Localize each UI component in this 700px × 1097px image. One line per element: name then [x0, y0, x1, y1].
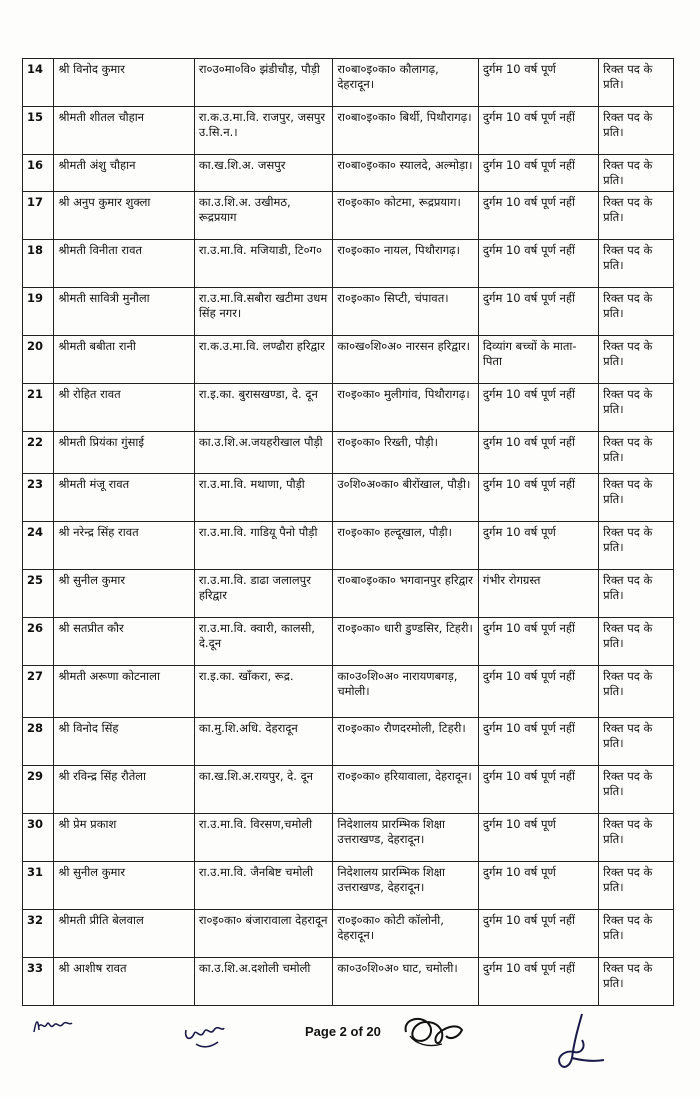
vacancy-basis: रिक्त पद के प्रति। — [599, 432, 674, 474]
vacancy-basis: रिक्त पद के प्रति। — [599, 192, 674, 240]
signature-initials-left — [30, 1012, 76, 1038]
current-posting: रा.उ.मा.वि. विरसण,चमोली — [194, 814, 332, 862]
transfer-reason: दुर्गम 10 वर्ष पूर्ण — [478, 862, 598, 910]
employee-name: श्री नरेन्द्र सिंह रावत — [54, 522, 195, 570]
transfer-reason: दुर्गम 10 वर्ष पूर्ण नहीं — [478, 192, 598, 240]
vacancy-basis: रिक्त पद के प्रति। — [599, 155, 674, 192]
row-serial: 17 — [23, 192, 54, 240]
transfer-reason: दुर्गम 10 वर्ष पूर्ण — [478, 522, 598, 570]
transfer-reason: दुर्गम 10 वर्ष पूर्ण नहीं — [478, 240, 598, 288]
transfer-posting: रा०इ०का० सिप्टी, चंपावत। — [333, 288, 479, 336]
employee-name: श्रीमती विनीता रावत — [54, 240, 195, 288]
table-row — [23, 618, 674, 666]
transfer-posting: उ०शि०अ०का० बीरोंखाल, पौड़ी। — [333, 474, 479, 522]
transfer-posting: का०ख०शि०अ० नारसन हरिद्वार। — [333, 336, 479, 384]
table-row — [23, 240, 674, 288]
current-posting: रा.क.उ.मा.वि. लण्ढौरा हरिद्वार — [194, 336, 332, 384]
vacancy-basis: रिक्त पद के प्रति। — [599, 59, 674, 107]
table-row — [23, 718, 674, 766]
row-serial: 25 — [23, 570, 54, 618]
transfer-posting: रा०इ०का० हरियावाला, देहरादून। — [333, 766, 479, 814]
employee-name: श्री विनोद सिंह — [54, 718, 195, 766]
signature-3 — [396, 1010, 466, 1054]
table-row — [23, 910, 674, 958]
table-row — [23, 814, 674, 862]
transfer-posting: रा०बा०इ०का० कौलागढ़, देहरादून। — [333, 59, 479, 107]
table-row — [23, 288, 674, 336]
employee-name: श्री आशीष रावत — [54, 958, 195, 1006]
current-posting: रा.इ.का. खाँकरा, रूद्र. — [194, 666, 332, 718]
table-row — [23, 666, 674, 718]
transfer-reason: दुर्गम 10 वर्ष पूर्ण नहीं — [478, 958, 598, 1006]
current-posting: रा.उ.मा.वि. गाडियू पैनो पौड़ी — [194, 522, 332, 570]
transfer-reason: दिव्यांग बच्चों के माता-पिता — [478, 336, 598, 384]
transfer-posting: निदेशालय प्रारम्भिक शिक्षा उत्तराखण्ड, देहरादून। — [333, 814, 479, 862]
row-serial: 30 — [23, 814, 54, 862]
transfer-reason: दुर्गम 10 वर्ष पूर्ण नहीं — [478, 474, 598, 522]
vacancy-basis: रिक्त पद के प्रति। — [599, 910, 674, 958]
table-row — [23, 432, 674, 474]
transfer-posting: निदेशालय प्रारम्भिक शिक्षा उत्तराखण्ड, देहरादून। — [333, 862, 479, 910]
current-posting: का.उ.शि.अ. उखीमठ, रूद्रप्रयाग — [194, 192, 332, 240]
transfer-reason: गंभीर रोगग्रस्त — [478, 570, 598, 618]
transfer-posting: रा०इ०का० मुलीगांव, पिथौरागढ़। — [333, 384, 479, 432]
transfer-reason: दुर्गम 10 वर्ष पूर्ण नहीं — [478, 766, 598, 814]
table-row — [23, 59, 674, 107]
current-posting: का.ख.शि.अ.रायपुर, दे. दून — [194, 766, 332, 814]
transfer-posting: रा०इ०का० रिख्ती, पौड़ी। — [333, 432, 479, 474]
row-serial: 15 — [23, 107, 54, 155]
current-posting: रा.उ.मा.वि. जैनबिष्ट चमोली — [194, 862, 332, 910]
row-serial: 32 — [23, 910, 54, 958]
current-posting: रा.उ.मा.वि. क्वारी, कालसी, दे.दून — [194, 618, 332, 666]
transfer-posting: रा०इ०का० नायल, पिथौरागढ़। — [333, 240, 479, 288]
employee-name: श्री सुनील कुमार — [54, 570, 195, 618]
transfer-posting: का०उ०शि०अ० घाट, चमोली। — [333, 958, 479, 1006]
vacancy-basis: रिक्त पद के प्रति। — [599, 570, 674, 618]
row-serial: 28 — [23, 718, 54, 766]
row-serial: 18 — [23, 240, 54, 288]
table-row — [23, 862, 674, 910]
vacancy-basis: रिक्त पद के प्रति। — [599, 522, 674, 570]
current-posting: रा०इ०का० बंजारावाला देहरादून — [194, 910, 332, 958]
employee-name: श्रीमती अरूणा कोटनाला — [54, 666, 195, 718]
signature-4 — [548, 1010, 608, 1074]
transfer-posting: रा०इ०का० रौणदरमोली, टिहरी। — [333, 718, 479, 766]
table-row — [23, 384, 674, 432]
employee-name: श्री रविन्द्र सिंह रौतेला — [54, 766, 195, 814]
vacancy-basis: रिक्त पद के प्रति। — [599, 107, 674, 155]
row-serial: 22 — [23, 432, 54, 474]
table-row — [23, 474, 674, 522]
transfer-posting: का०उ०शि०अ० नारायणबगड़, चमोली। — [333, 666, 479, 718]
employee-name: श्री विनोद कुमार — [54, 59, 195, 107]
row-serial: 29 — [23, 766, 54, 814]
vacancy-basis: रिक्त पद के प्रति। — [599, 958, 674, 1006]
current-posting: रा.उ.मा.वि. मथाणा, पौड़ी — [194, 474, 332, 522]
employee-name: श्रीमती शीतल चौहान — [54, 107, 195, 155]
transfer-reason: दुर्गम 10 वर्ष पूर्ण नहीं — [478, 384, 598, 432]
vacancy-basis: रिक्त पद के प्रति। — [599, 814, 674, 862]
current-posting: रा.क.उ.मा.वि. राजपुर, जसपुर उ.सि.न.। — [194, 107, 332, 155]
employee-name: श्रीमती प्रीति बेलवाल — [54, 910, 195, 958]
page-number: Page 2 of 20 — [305, 1024, 381, 1039]
vacancy-basis: रिक्त पद के प्रति। — [599, 618, 674, 666]
transfer-posting: रा०बा०इ०का० भगवानपुर हरिद्वार — [333, 570, 479, 618]
table-row — [23, 522, 674, 570]
transfer-posting: रा०बा०इ०का० बिर्थी, पिथौरागढ़। — [333, 107, 479, 155]
vacancy-basis: रिक्त पद के प्रति। — [599, 384, 674, 432]
current-posting: रा.उ.मा.वि. मजियाडी, टि०ग० — [194, 240, 332, 288]
employee-name: श्रीमती बबीता रानी — [54, 336, 195, 384]
transfer-posting: रा०इ०का० धारी डुण्डसिर, टिहरी। — [333, 618, 479, 666]
table-row — [23, 958, 674, 1006]
current-posting: रा.उ.मा.वि. डाढा जलालपुर हरिद्वार — [194, 570, 332, 618]
row-serial: 24 — [23, 522, 54, 570]
vacancy-basis: रिक्त पद के प्रति। — [599, 766, 674, 814]
current-posting: का.मु.शि.अधि. देहरादून — [194, 718, 332, 766]
transfer-table-body — [23, 59, 674, 1006]
transfer-reason: दुर्गम 10 वर्ष पूर्ण नहीं — [478, 107, 598, 155]
employee-name: श्रीमती प्रियंका गुंसाई — [54, 432, 195, 474]
transfer-reason: दुर्गम 10 वर्ष पूर्ण नहीं — [478, 288, 598, 336]
transfer-posting: रा०इ०का० हल्दूखाल, पौड़ी। — [333, 522, 479, 570]
employee-name: श्री अनुप कुमार शुक्ला — [54, 192, 195, 240]
signature-2 — [180, 1018, 230, 1052]
table-row — [23, 766, 674, 814]
row-serial: 23 — [23, 474, 54, 522]
transfer-reason: दुर्गम 10 वर्ष पूर्ण नहीं — [478, 910, 598, 958]
vacancy-basis: रिक्त पद के प्रति। — [599, 288, 674, 336]
employee-name: श्रीमती अंशु चौहान — [54, 155, 195, 192]
employee-name: श्री सुनील कुमार — [54, 862, 195, 910]
transfer-reason: दुर्गम 10 वर्ष पूर्ण नहीं — [478, 155, 598, 192]
row-serial: 21 — [23, 384, 54, 432]
page-footer — [0, 1010, 700, 1090]
row-serial: 20 — [23, 336, 54, 384]
current-posting: का.उ.शि.अ.दशोली चमोली — [194, 958, 332, 1006]
table-row — [23, 107, 674, 155]
vacancy-basis: रिक्त पद के प्रति। — [599, 240, 674, 288]
transfer-reason: दुर्गम 10 वर्ष पूर्ण नहीं — [478, 432, 598, 474]
transfer-reason: दुर्गम 10 वर्ष पूर्ण नहीं — [478, 618, 598, 666]
transfer-reason: दुर्गम 10 वर्ष पूर्ण — [478, 814, 598, 862]
employee-name: श्रीमती सावित्री मुनौला — [54, 288, 195, 336]
current-posting: रा०उ०मा०वि० झंडीचौड़, पौड़ी — [194, 59, 332, 107]
vacancy-basis: रिक्त पद के प्रति। — [599, 666, 674, 718]
table-row — [23, 336, 674, 384]
transfer-posting: रा०इ०का० कोटमा, रूद्रप्रयाग। — [333, 192, 479, 240]
employee-name: श्रीमती मंजू रावत — [54, 474, 195, 522]
transfer-reason: दुर्गम 10 वर्ष पूर्ण नहीं — [478, 718, 598, 766]
current-posting: रा.इ.का. बुरासखण्डा, दे. दून — [194, 384, 332, 432]
current-posting: रा.उ.मा.वि.सबौरा खटीमा उधम सिंह नगर। — [194, 288, 332, 336]
table-row — [23, 570, 674, 618]
row-serial: 31 — [23, 862, 54, 910]
vacancy-basis: रिक्त पद के प्रति। — [599, 336, 674, 384]
transfer-reason: दुर्गम 10 वर्ष पूर्ण — [478, 59, 598, 107]
row-serial: 14 — [23, 59, 54, 107]
vacancy-basis: रिक्त पद के प्रति। — [599, 718, 674, 766]
row-serial: 26 — [23, 618, 54, 666]
employee-name: श्री सतप्रीत कौर — [54, 618, 195, 666]
vacancy-basis: रिक्त पद के प्रति। — [599, 862, 674, 910]
table-row — [23, 155, 674, 192]
employee-name: श्री प्रेम प्रकाश — [54, 814, 195, 862]
row-serial: 33 — [23, 958, 54, 1006]
current-posting: का.उ.शि.अ.जयहरीखाल पौड़ी — [194, 432, 332, 474]
row-serial: 19 — [23, 288, 54, 336]
current-posting: का.ख.शि.अ. जसपुर — [194, 155, 332, 192]
table-row — [23, 192, 674, 240]
row-serial: 16 — [23, 155, 54, 192]
row-serial: 27 — [23, 666, 54, 718]
transfer-reason: दुर्गम 10 वर्ष पूर्ण नहीं — [478, 666, 598, 718]
transfer-table — [22, 58, 674, 1006]
transfer-posting: रा०इ०का० कोटी कॉलोनी, देहरादून। — [333, 910, 479, 958]
employee-name: श्री रोहित रावत — [54, 384, 195, 432]
transfer-posting: रा०बा०इ०का० स्यालदे, अल्मोड़ा। — [333, 155, 479, 192]
vacancy-basis: रिक्त पद के प्रति। — [599, 474, 674, 522]
